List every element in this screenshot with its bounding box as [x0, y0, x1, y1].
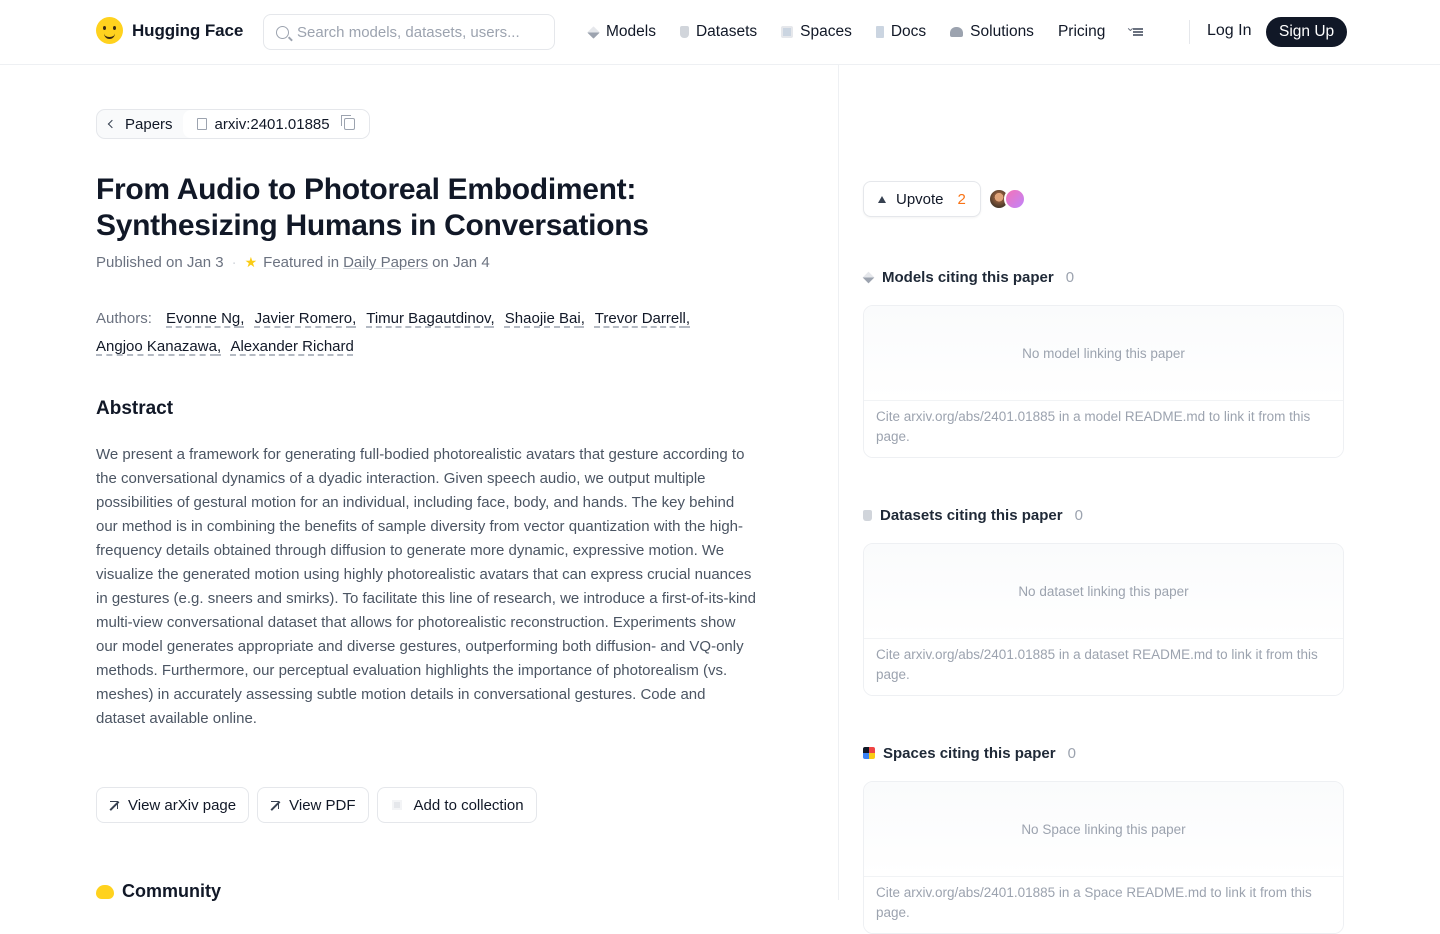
paper-meta — [96, 254, 490, 271]
upvote-button[interactable] — [863, 181, 981, 217]
nav-docs-label: Docs — [890, 23, 927, 40]
nav-spaces-label: Spaces — [800, 23, 852, 40]
star-icon: ★ — [244, 254, 258, 270]
author-link[interactable]: Javier Romero, — [254, 310, 357, 327]
authors-list — [96, 305, 736, 361]
top-navbar — [0, 0, 1440, 65]
models-icon — [587, 26, 599, 38]
avatar — [1004, 188, 1026, 210]
authors-label: Authors: — [96, 310, 152, 327]
models-citing-heading — [863, 267, 1344, 287]
login-link[interactable]: Log In — [1207, 22, 1252, 39]
solutions-icon — [950, 27, 963, 37]
papers-label: Papers — [125, 115, 173, 133]
paper-id: arxiv:2401.01885 — [214, 115, 330, 133]
upvote-arrow-icon — [878, 196, 886, 203]
meta-separator: · — [231, 254, 237, 271]
back-to-papers-link[interactable] — [97, 110, 183, 138]
nav-models[interactable] — [588, 23, 656, 41]
upvote-count: 2 — [957, 190, 966, 208]
author-name: Evonne Ng — [166, 310, 241, 327]
brand-link[interactable] — [96, 17, 243, 44]
datasets-citing-heading — [863, 505, 1344, 525]
featured-prefix: Featured in — [263, 254, 340, 271]
nav-pricing[interactable] — [1058, 23, 1105, 41]
nav-divider — [1189, 20, 1190, 44]
view-arxiv-button[interactable] — [96, 787, 249, 823]
upvote-label: Upvote — [896, 190, 944, 208]
view-arxiv-label: View arXiv page — [128, 796, 237, 814]
daily-papers-link[interactable]: Daily Papers — [343, 254, 429, 271]
spaces-cite-hint: Cite arxiv.org/abs/2401.01885 in a Space README.md to link it from this page. — [864, 877, 1343, 933]
nav-spaces[interactable] — [781, 23, 852, 41]
view-pdf-label: View PDF — [289, 796, 356, 814]
models-empty-state: No model linking this paper — [864, 306, 1343, 401]
spaces-citing-box — [863, 781, 1344, 934]
nav-datasets-label: Datasets — [695, 23, 758, 40]
community-heading — [96, 881, 221, 902]
docs-icon — [876, 26, 884, 38]
author-link[interactable] — [230, 338, 353, 355]
author-name: Timur Bagautdinov — [366, 310, 491, 327]
add-to-collection-button[interactable] — [377, 787, 537, 823]
author-name: Shaojie Bai — [504, 310, 581, 327]
spaces-citing-heading — [863, 743, 1344, 763]
author-link[interactable]: Angjoo Kanazawa, — [96, 338, 222, 355]
column-divider — [838, 65, 839, 900]
external-link-icon — [109, 801, 118, 810]
spaces-icon — [781, 26, 793, 38]
nav-solutions-label: Solutions — [970, 23, 1034, 40]
search-icon — [276, 26, 289, 39]
chevron-left-icon — [108, 120, 116, 128]
collection-icon — [392, 800, 402, 810]
datasets-icon — [680, 26, 689, 38]
datasets-icon — [863, 510, 872, 521]
more-menu-icon — [1125, 26, 1145, 38]
nav-datasets[interactable] — [680, 23, 757, 41]
main-nav — [588, 0, 1169, 64]
upvoter-avatars[interactable] — [988, 188, 1026, 210]
datasets-empty-state: No dataset linking this paper — [864, 544, 1343, 639]
nav-more-button[interactable] — [1129, 26, 1145, 38]
datasets-citing-count: 0 — [1074, 506, 1083, 524]
document-icon — [197, 118, 207, 130]
abstract-text: We present a framework for generating full-bodied photorealistic avatars that gesture according to the conversational dynamics of a dyadic interaction. Given speech audio, we output multiple possibilities of gestural motion for an individual, including face, body, and hands. The key behind our method is in combining the benefits of sample diversity from vector quantization with the high-frequency details obtained through diffusion to generate more dynamic, expressive motion. We visualize the generated motion using highly photorealistic avatars that can express crucial nuances in gestures (e.g. sneers and smirks). To facilitate this line of research, we introduce a first-of-its-kind multi-view conversational dataset that allows for photorealistic reconstruction. Experiments show our model generates appropriate and diverse gestures, outperforming both diffusion- and VQ-only methods. Furthermore, our perceptual evaluation highlights the importance of photorealism (vs. meshes) in accurately assessing subtle motion details in conversational gestures. Code and dataset available online. — [96, 446, 756, 727]
nav-pricing-label: Pricing — [1057, 23, 1106, 40]
published-date: Published on Jan 3 — [96, 254, 224, 271]
spaces-citing-section — [863, 743, 1344, 934]
paper-title: From Audio to Photoreal Embodiment: Synthesizing Humans in Conversations — [96, 173, 649, 242]
paper-actions — [96, 787, 537, 823]
spaces-empty-state: No Space linking this paper — [864, 782, 1343, 877]
spaces-icon — [863, 747, 875, 759]
nav-models-label: Models — [606, 23, 656, 40]
models-citing-title: Models citing this paper — [882, 268, 1054, 286]
datasets-citing-box — [863, 543, 1344, 696]
author-name: Trevor Darrell — [594, 310, 686, 327]
models-citing-count: 0 — [1065, 268, 1075, 286]
paper-id-chip — [183, 110, 369, 138]
author-name: Alexander Richard — [230, 338, 354, 355]
signup-button[interactable]: Sign Up — [1266, 17, 1347, 47]
hugging-face-logo-icon — [96, 17, 123, 44]
add-to-collection-label: Add to collection — [413, 796, 524, 814]
spaces-citing-count: 0 — [1067, 744, 1076, 762]
datasets-citing-title: Datasets citing this paper — [880, 506, 1063, 524]
author-name: Angjoo Kanazawa — [96, 338, 217, 355]
author-name: Javier Romero — [254, 310, 353, 327]
copy-icon[interactable] — [344, 118, 355, 130]
featured-suffix: on Jan 4 — [432, 254, 490, 271]
breadcrumb — [96, 109, 370, 139]
search-box[interactable] — [263, 14, 555, 50]
community-label: Community — [122, 881, 221, 901]
view-pdf-button[interactable] — [257, 787, 368, 823]
author-link[interactable]: Trevor Darrell, — [594, 310, 691, 327]
spaces-citing-title: Spaces citing this paper — [883, 744, 1056, 762]
author-link[interactable]: Evonne Ng, — [166, 310, 245, 327]
search-input[interactable] — [297, 24, 537, 41]
brand-name: Hugging Face — [132, 20, 244, 40]
datasets-cite-hint: Cite arxiv.org/abs/2401.01885 in a dataset README.md to link it from this page. — [864, 639, 1343, 695]
nav-docs[interactable] — [876, 23, 926, 41]
datasets-citing-section — [863, 505, 1344, 696]
abstract-heading: Abstract — [96, 398, 174, 419]
models-citing-section — [863, 267, 1344, 458]
external-link-icon — [270, 801, 279, 810]
nav-solutions[interactable] — [950, 23, 1034, 41]
models-cite-hint: Cite arxiv.org/abs/2401.01885 in a model README.md to link it from this page. — [864, 401, 1343, 457]
models-citing-box — [863, 305, 1344, 458]
author-link[interactable]: Shaojie Bai, — [504, 310, 585, 327]
author-link[interactable]: Timur Bagautdinov, — [366, 310, 495, 327]
models-icon — [863, 271, 875, 283]
hugging-hands-icon — [96, 885, 114, 899]
